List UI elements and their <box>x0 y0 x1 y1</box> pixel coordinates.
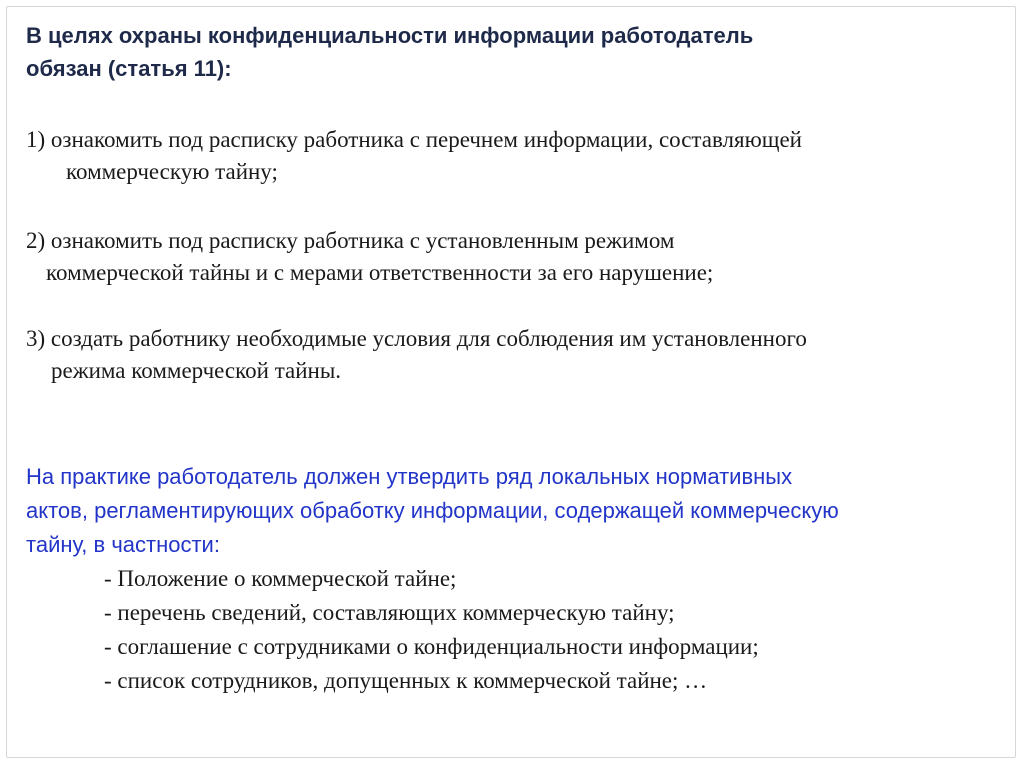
practice-paragraph <box>26 460 1011 562</box>
slide-heading <box>26 19 926 85</box>
obligation-item-3-line-2: режима коммерческой тайны. <box>51 358 342 383</box>
obligation-item-3 <box>26 323 1011 387</box>
list-item: - соглашение с сотрудниками о конфиденциальности информации; <box>104 634 759 659</box>
list-item: - список сотрудников, допущенных к коммерческой тайне; … <box>104 668 708 693</box>
local-acts-list <box>104 562 759 698</box>
obligation-item-1-line-2: коммерческую тайну; <box>66 159 278 184</box>
practice-line-3: тайну, в частности: <box>26 532 220 557</box>
obligation-item-3-line-1: 3) создать работнику необходимые условия для соблюдения им установленного <box>26 326 807 351</box>
obligation-item-2 <box>26 225 1011 289</box>
heading-line-2: обязан (статья 11): <box>26 56 232 81</box>
obligation-item-1 <box>26 124 1011 188</box>
list-item: - Положение о коммерческой тайне; <box>104 566 457 591</box>
practice-line-2: актов, регламентирующих обработку информации, содержащей коммерческую <box>26 498 839 523</box>
practice-line-1: На практике работодатель должен утвердить ряд локальных нормативных <box>26 464 793 489</box>
obligation-item-2-line-1: 2) ознакомить под расписку работника с установленным режимом <box>26 228 675 253</box>
obligation-item-1-line-1: 1) ознакомить под расписку работника с перечнем информации, составляющей <box>26 127 802 152</box>
heading-line-1: В целях охраны конфиденциальности информации работодатель <box>26 23 754 48</box>
list-item: - перечень сведений, составляющих коммерческую тайну; <box>104 600 675 625</box>
obligation-item-2-line-2: коммерческой тайны и с мерами ответственности за его нарушение; <box>46 260 714 285</box>
